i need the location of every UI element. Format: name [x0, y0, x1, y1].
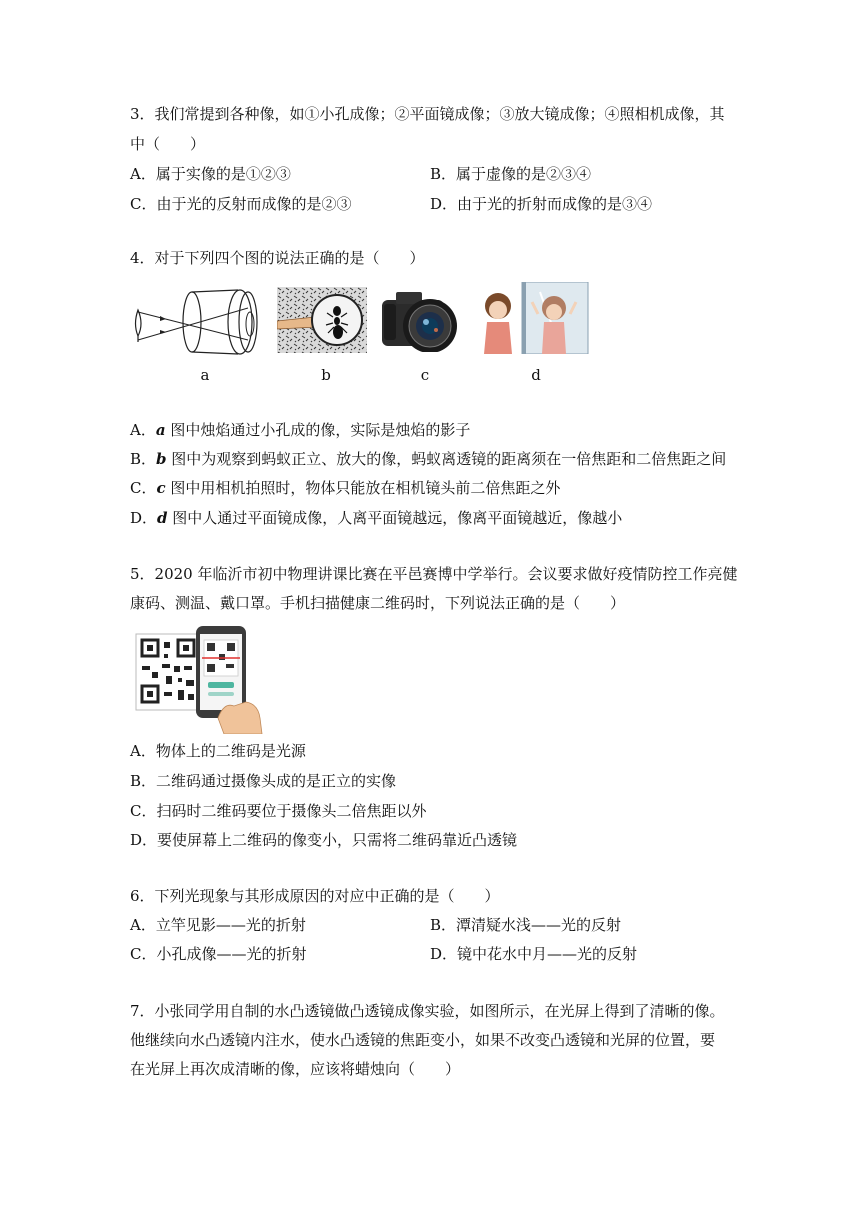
- q4-stem: 4．对于下列四个图的说法正确的是（ ）: [130, 249, 425, 267]
- q3-option-b: B．属于虚像的是②③④: [430, 165, 592, 183]
- q4-option-d: D．d 图中人通过平面镜成像，人离平面镜越远，像离平面镜越近，像越小: [130, 509, 623, 527]
- q3-option-d: D．由于光的折射而成像的是③④: [430, 195, 653, 213]
- q5-option-b: B．二维码通过摄像头成的是正立的实像: [130, 772, 397, 790]
- q7-stem-line2: 他继续向水凸透镜内注水，使水凸透镜的焦距变小，如果不改变凸透镜和光屏的位置，要: [130, 1031, 716, 1049]
- figure-label-a: a: [200, 366, 210, 384]
- q3-option-c: C．由于光的反射而成像的是②③: [130, 195, 352, 213]
- q6-option-a: A．立竿见影——光的折射: [130, 916, 306, 934]
- camera-figure: [378, 286, 462, 352]
- q5-stem-line2: 康码、测温、戴口罩。手机扫描健康二维码时，下列说法正确的是（ ）: [130, 594, 626, 612]
- figure-label-b: b: [321, 366, 331, 384]
- figure-label-c: c: [420, 366, 430, 384]
- q6-option-d: D．镜中花水中月——光的反射: [430, 945, 638, 963]
- q4-option-b: B．b 图中为观察到蚂蚁正立、放大的像，蚂蚁离透镜的距离须在一倍焦距和二倍焦距之间: [130, 450, 727, 468]
- q3-stem-line2: 中（ ）: [130, 135, 206, 153]
- q4-option-c: C．c 图中用相机拍照时，物体只能放在相机镜头前二倍焦距之外: [130, 479, 561, 497]
- q3-option-a: A．属于实像的是①②③: [130, 165, 291, 183]
- q5-option-d: D．要使屏幕上二维码的像变小，只需将二维码靠近凸透镜: [130, 831, 518, 849]
- qr-code-scan-figure: [134, 626, 264, 734]
- q6-option-b: B．潭清疑水浅——光的反射: [430, 916, 622, 934]
- q4-option-a: A．a 图中烛焰通过小孔成的像，实际是烛焰的影子: [130, 421, 471, 439]
- q6-option-c: C．小孔成像——光的折射: [130, 945, 307, 963]
- q5-stem-line1: 5．2020 年临沂市初中物理讲课比赛在平邑赛博中学举行。会议要求做好疫情防控工作亮健: [130, 565, 738, 583]
- q5-option-a: A．物体上的二维码是光源: [130, 742, 306, 760]
- q5-option-c: C．扫码时二维码要位于摄像头二倍焦距以外: [130, 802, 427, 820]
- q7-stem-line1: 7．小张同学用自制的水凸透镜做凸透镜成像实验，如图所示，在光屏上得到了清晰的像。: [130, 1002, 725, 1020]
- figure-label-d: d: [531, 366, 541, 384]
- pinhole-camera-figure: [130, 284, 270, 360]
- magnifier-figure: [277, 287, 367, 353]
- q3-stem-line1: 3．我们常提到各种像，如①小孔成像；②平面镜成像；③放大镜成像；④照相机成像，其: [130, 105, 725, 123]
- q7-stem-line3: 在光屏上再次成清晰的像，应该将蜡烛向（ ）: [130, 1060, 461, 1078]
- plane-mirror-figure: [478, 282, 590, 354]
- q6-stem: 6．下列光现象与其形成原因的对应中正确的是（ ）: [130, 887, 500, 905]
